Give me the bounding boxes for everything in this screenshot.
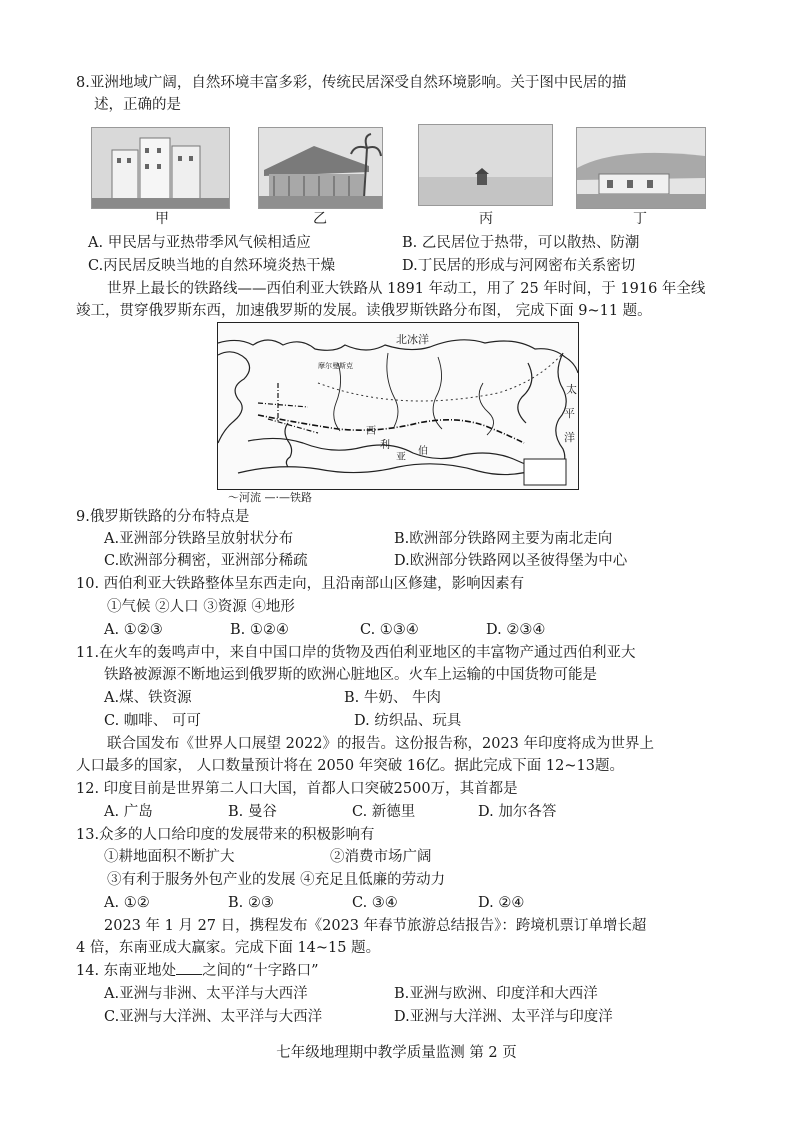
q9-option-b: B.欧洲部分铁路网主要为南北走向	[394, 531, 613, 547]
q13-option-c: C. ③④	[352, 895, 398, 911]
q13-statement-3-4: ③有利于服务外包产业的发展 ④充足且低廉的劳动力	[107, 872, 446, 888]
passage1-line1: 世界上最长的铁路线——西伯利亚大铁路从 1891 年动工，用了 25 年时间，于 1916 年全线	[107, 281, 706, 297]
photo-bing	[418, 124, 553, 206]
q14-stem	[76, 960, 319, 982]
russia-railway-map	[217, 322, 579, 490]
map-label-li: 利	[380, 440, 390, 451]
map-label-xi: 西	[366, 426, 376, 437]
q10-option-a: A. ①②③	[104, 622, 163, 638]
q14-option-d: D.亚洲与大洋洲、太平洋与印度洋	[394, 1009, 613, 1025]
river-legend-icon: 〜	[228, 491, 239, 504]
q8-option-b: B. 乙民居位于热带，可以散热、防潮	[402, 235, 640, 251]
q12-option-a: A. 广岛	[104, 804, 153, 820]
q12-option-d: D. 加尔各答	[478, 804, 557, 820]
passage2-line2: 人口最多的国家， 人口数量预计将在 2050 年突破 16亿。据此完成下面 12~13题。	[76, 758, 624, 774]
caption-ding: 丁	[633, 211, 647, 227]
q12-stem: 12. 印度目前是世界第二人口大国，首都人口突破2500万，其首都是	[76, 781, 518, 797]
q9-option-d: D.欧洲部分铁路网以圣彼得堡为中心	[394, 553, 628, 569]
map-label-murmansk: 摩尔曼斯克	[318, 362, 353, 370]
q14-option-c: C.亚洲与大洋洲、太平洋与大西洋	[104, 1009, 323, 1025]
q10-factors: ①气候 ②人口 ③资源 ④地形	[107, 599, 295, 615]
map-label-pacific-2: 平	[564, 407, 575, 420]
passage3-line1: 2023 年 1 月 27 日，携程发布《2023 年春节旅游总结报告》：跨境机票订单增长超	[104, 918, 647, 934]
passage1-line2: 竣工，贯穿俄罗斯东西，加速俄罗斯的发展。读俄罗斯铁路分布图， 完成下面 9~11 题。	[76, 303, 652, 319]
q10-stem: 10. 西伯利亚大铁路整体呈东西走向，且沿南部山区修建，影响因素有	[76, 576, 525, 592]
map-label-ya: 亚	[396, 452, 406, 463]
photo-jia	[91, 127, 230, 209]
q14-stem-prefix: 14. 东南亚地处	[76, 963, 177, 979]
q8-option-a: A. 甲民居与亚热带季风气候相适应	[88, 235, 311, 251]
q11-option-a: A.煤、铁资源	[104, 690, 192, 706]
q8-stem-line2: 述，正确的是	[94, 97, 181, 113]
q8-option-d: D.丁民居的形成与河网密布关系密切	[402, 258, 636, 274]
q13-option-d: D. ②④	[478, 895, 525, 911]
passage2-line1: 联合国发布《世界人口展望 2022》的报告。这份报告称，2023 年印度将成为世界上	[107, 736, 655, 752]
q13-option-b: B. ②③	[228, 895, 274, 911]
page-footer: 七年级地理期中教学质量监测 第 2 页	[276, 1045, 517, 1061]
photo-ding	[576, 127, 706, 209]
q9-stem: 9.俄罗斯铁路的分布特点是	[76, 509, 250, 525]
map-label-arctic-ocean: 北冰洋	[396, 333, 429, 346]
q9-option-a: A.亚洲部分铁路呈放射状分布	[104, 531, 294, 547]
q12-option-b: B. 曼谷	[228, 804, 277, 820]
q9-option-c: C.欧洲部分稠密，亚洲部分稀疏	[104, 553, 308, 569]
q13-option-a: A. ①②	[104, 895, 150, 911]
map-label-bo: 伯	[418, 446, 428, 457]
q11-option-d: D. 纺织品、玩具	[354, 713, 462, 729]
q10-option-d: D. ②③④	[486, 622, 546, 638]
q11-stem-line1: 11.在火车的轰鸣声中，来自中国口岸的货物及西伯利亚地区的丰富物产通过西伯利亚大	[76, 645, 636, 661]
q14-answer-blank[interactable]	[176, 960, 202, 975]
caption-bing: 丙	[479, 211, 493, 227]
map-label-pacific-3: 洋	[564, 431, 575, 444]
map-label-pacific-1: 太	[566, 383, 577, 396]
q8-stem-line1: 8.亚洲地域广阔，自然环境丰富多彩，传统民居深受自然环境影响。关于图中民居的描	[76, 75, 627, 91]
q13-statement-2: ②消费市场广阔	[330, 849, 432, 865]
map-legend-text: 河流 —·—铁路	[239, 491, 312, 504]
q13-stem: 13.众多的人口给印度的发展带来的积极影响有	[76, 827, 375, 843]
passage3-line2: 4 倍，东南亚成大赢家。完成下面 14~15 题。	[76, 940, 381, 956]
q10-option-c: C. ①③④	[360, 622, 419, 638]
q10-option-b: B. ①②④	[230, 622, 289, 638]
q12-option-c: C. 新德里	[352, 804, 416, 820]
q14-option-a: A.亚洲与非洲、太平洋与大西洋	[104, 986, 308, 1002]
q14-stem-suffix: 之间的“十字路口”	[202, 963, 319, 979]
q8-option-c: C.丙民居反映当地的自然环境炎热干燥	[88, 258, 336, 274]
caption-jia: 甲	[155, 211, 169, 227]
photo-yi	[258, 127, 383, 209]
q13-statement-1: ①耕地面积不断扩大	[104, 849, 235, 865]
q11-option-b: B. 牛奶、 牛肉	[344, 690, 441, 706]
q11-stem-line2: 铁路被源源不断地运到俄罗斯的欧洲心脏地区。火车上运输的中国货物可能是	[104, 667, 597, 683]
q14-option-b: B.亚洲与欧洲、印度洋和大西洋	[394, 986, 598, 1002]
caption-yi: 乙	[313, 211, 327, 227]
q11-option-c: C. 咖啡、 可可	[104, 713, 201, 729]
